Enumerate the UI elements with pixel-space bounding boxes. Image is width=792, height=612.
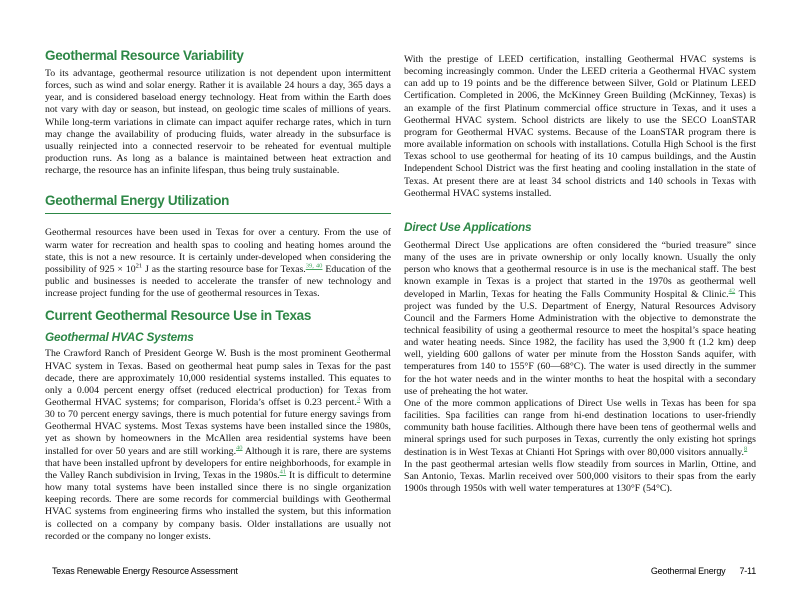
reference-link[interactable]: 42 [728, 287, 736, 295]
footer-page-number: 7-11 [739, 566, 756, 576]
paragraph-resource-variability: To its advantage, geothermal resource utilization is not dependent upon intermittent forces, such as wind and solar energy. Rather it is available 24 hours a day, 365 days a year, and is considered baseload energy technology. Heat from within the Earth does not vary with day or season, but instead, on geologic time scales of millions of years. While long-term variations in climate can impact aquifer recharge rates, which in turn may change the availability of producing fluids, water already in the subsurface is usually reinjected into a connected reservoir to be reheated for eventual multiple production runs. As long as a balance is maintained between heat extraction and recharge, the resource has an infinite lifespan, thus being truly sustainable. [45, 68, 391, 177]
paragraph-direct-use: Geothermal Direct Use applications are often considered the “buried treasure” since many of the uses are in private ownership or only locally known. Usually the only person who knows that a geothermal resource is in use is the mechanical staff. The best known example in Texas is a project that started in the 1970s as geothermal well developed in Marlin, Texas for heating the Falls Community Hospital & Clinic.$^{42}$ This project was funded by the U.S. Department of Energy, Natural Resources Advisory Council and the Farmers Home Administration with the objective to demonstrate the technical feasibility of using a geothermal resource to meet the hospital’s space heating and water heating needs. Since 1982, the facility has used the 3,900 ft (1.2 km) deep well, yielding 600 gallons of water per minute from the Hosston Sands aquifer, with temperatures from 140 to 155°F (60—68°C). The water is used directly in the summer for the hot water needs and in the winter months to heat the hospital with a secondary use of preheating the hot water. [404, 239, 756, 397]
paragraph-energy-utilization: Geothermal resources have been used in Texas for over a century. From the use of warm water for recreation and health spas to cooling and heating homes around the state, this is not a new resource. It is certainly under-developed when considering the possibility of $925 \times 10^{21}$ J as the starting resource base for Texas.$^{39, 40}$ Education of the public and businesses is needed to accelerate the transfer of new technology and increase project funding for the use of geothermal resources in Texas. [45, 227, 392, 300]
left-column [45, 48, 391, 543]
paragraph-artesian-wells: In the past geothermal artesian wells flow steadily from sources in Marlin, Ottine, and San Antonio, Texas. Marlin received over 500,000 visitors to their spas from the early 1900s through 1950s with well water temperatures at 130°F (54°C). [404, 458, 756, 494]
subheading-geothermal-hvac-systems: Geothermal HVAC Systems [45, 330, 194, 345]
reference-link[interactable]: 3 [356, 395, 361, 403]
heading-geothermal-resource-variability: Geothermal Resource Variability [45, 48, 244, 63]
heading-geothermal-energy-utilization: Geothermal Energy Utilization [45, 193, 391, 214]
reference-link[interactable]: 40 [236, 444, 243, 452]
page-footer [52, 566, 756, 576]
reference-link[interactable]: 39, 40 [305, 262, 323, 270]
reference-link[interactable]: 41 [279, 468, 287, 476]
right-column [404, 48, 756, 495]
paragraph-spa-facilities: One of the more common applications of Direct Use wells in Texas has been for spa facilities. Spa facilities can range from hi-end destination locations to user-friendly community bath house facilities. Although there have been tens of geothermal wells and mineral springs used for such purposes in Texas, currently the only existing hot springs destination is in West Texas at Chianti Hot Springs with over 80,000 visitors annually.$^8$ [404, 397, 756, 458]
paragraph-leed-certification: With the prestige of LEED certification, installing Geothermal HVAC systems is becoming increasingly common. Under the LEED criteria a Geothermal HVAC system can add up to 19 points and be the difference between Silver, Gold or Platinum LEED Certification. Completed in 2006, the McKinney Green Building (McKinney, Texas) is an example of the first Platinum commercial office structure in Texas, and it uses a Geothermal HVAC system. School districts are likely to use the SECO LoanSTAR program for Geothermal HVAC systems. Because of the LoanSTAR program there is more available information on schools with installations. Cotulla High School is the first Texas school to use geothermal for heating of its 10 campus buildings, and the Austin Independent School District was the first heating and cooling installation in the state of Texas. At present there are at least 34 school districts and 140 schools in Texas with Geothermal HVAC systems installed. [404, 54, 756, 199]
superscript-exponent: 21 [135, 262, 143, 270]
footer-document-title: Texas Renewable Energy Resource Assessment [52, 566, 238, 576]
subheading-direct-use-applications: Direct Use Applications [404, 219, 532, 234]
heading-current-geothermal-resource-use: Current Geothermal Resource Use in Texas [45, 308, 312, 324]
reference-link[interactable]: 8 [744, 445, 748, 453]
paragraph-hvac-systems: The Crawford Ranch of President George W. Bush is the most prominent Geothermal HVAC system in Texas. Based on geothermal heat pump sales in Texas for the past decade, there are approximately 10,000 residential systems installed. This equates to only a 0.004 percent energy offset (reduced electrical production) for Texas from Geothermal HVAC systems; for comparison, Florida’s offset is 0.23 percent.$^3$ With a 30 to 70 percent energy savings, there is much potential for future energy savings from Geothermal HVAC systems. Most Texas systems have been installed since the 1980s, yet as shown by homeowners in the McAllen area residential systems have been installed for over 50 years and are still working.$^{40}$ Although it is rare, there are systems that have been installed upfront by developers for entire neighborhoods, for example in the Valley Ranch subdivision in Irving, Texas in the 1980s.$^{41}$ It is difficult to determine how many total systems have been installed since there is no single organization keeping records. There are some records for commercial buildings with Geothermal HVAC systems from engineering firms who installed the system, but this information is collected on a company by company basis. Older installations are usually not recorded or the company no longer exists. [45, 348, 392, 542]
footer-chapter-title: Geothermal Energy [650, 566, 726, 576]
